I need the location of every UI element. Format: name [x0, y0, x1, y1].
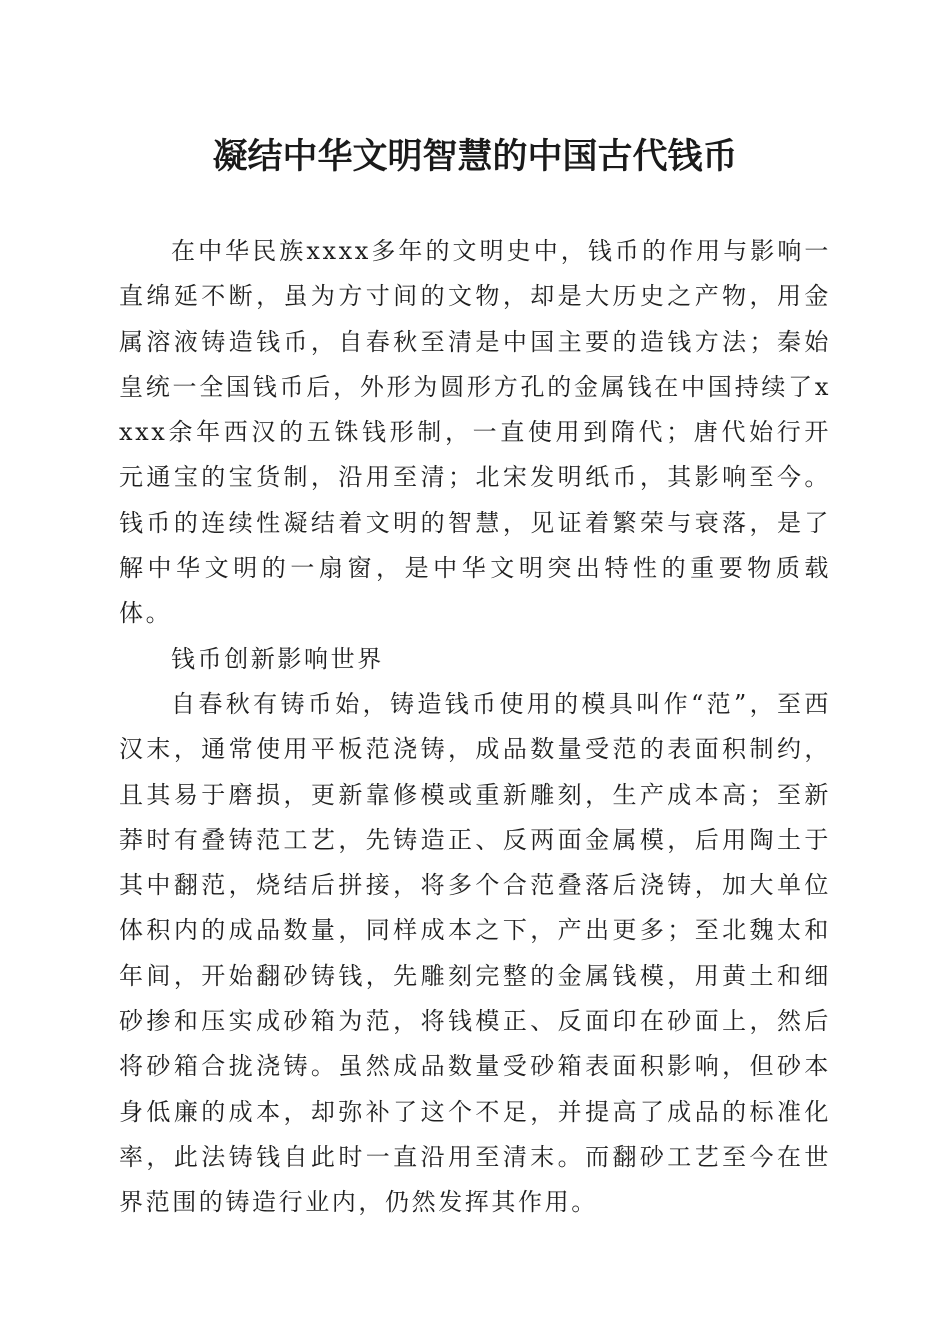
section-heading: 钱币创新影响世界: [171, 644, 384, 673]
paragraph-intro: 在中华民族xxxx多年的文明史中，钱币的作用与影响一直绵延不断，虽为方寸间的文物，却是大历史之产物，用金属溶液铸造钱币，自春秋至清是中国主要的造钱方法；秦始皇统一全国钱币后，外形为圆形方孔的金属钱在中国持续了xxxx余年西汉的五铢钱形制，一直使用到隋代；唐代始行开元通宝的宝货制，沿用至清；北宋发明纸币，其影响至今。钱币的连续性凝结着文明的智慧，见证着繁荣与衰落，是了解中华文明的一扇窗，是中华文明突出特性的重要物质载体。: [119, 237, 831, 628]
document-title: 凝结中华文明智慧的中国古代钱币: [212, 136, 738, 177]
paragraph-casting: 自春秋有铸币始，铸造钱币使用的模具叫作“范”，至西汉末，通常使用平板范浇铸，成品数量受范的表面积制约，且其易于磨损，更新靠修模或重新雕刻，生产成本高；至新莽时有叠铸范工艺，先铸造正、反两面金属模，后用陶土于其中翻范，烧结后拼接，将多个合范叠落后浇铸，加大单位体积内的成品数量，同样成本之下，产出更多；至北魏太和年间，开始翻砂铸钱，先雕刻完整的金属钱模，用黄土和细砂掺和压实成砂箱为范，将钱模正、反面印在砂面上，然后将砂箱合拢浇铸。虽然成品数量受砂箱表面积影响，但砂本身低廉的成本，却弥补了这个不足，并提高了成品的标准化率，此法铸钱自此时一直沿用至清末。而翻砂工艺至今在世界范围的铸造行业内，仍然发挥其作用。: [119, 689, 831, 1217]
document-body: [119, 229, 831, 1226]
